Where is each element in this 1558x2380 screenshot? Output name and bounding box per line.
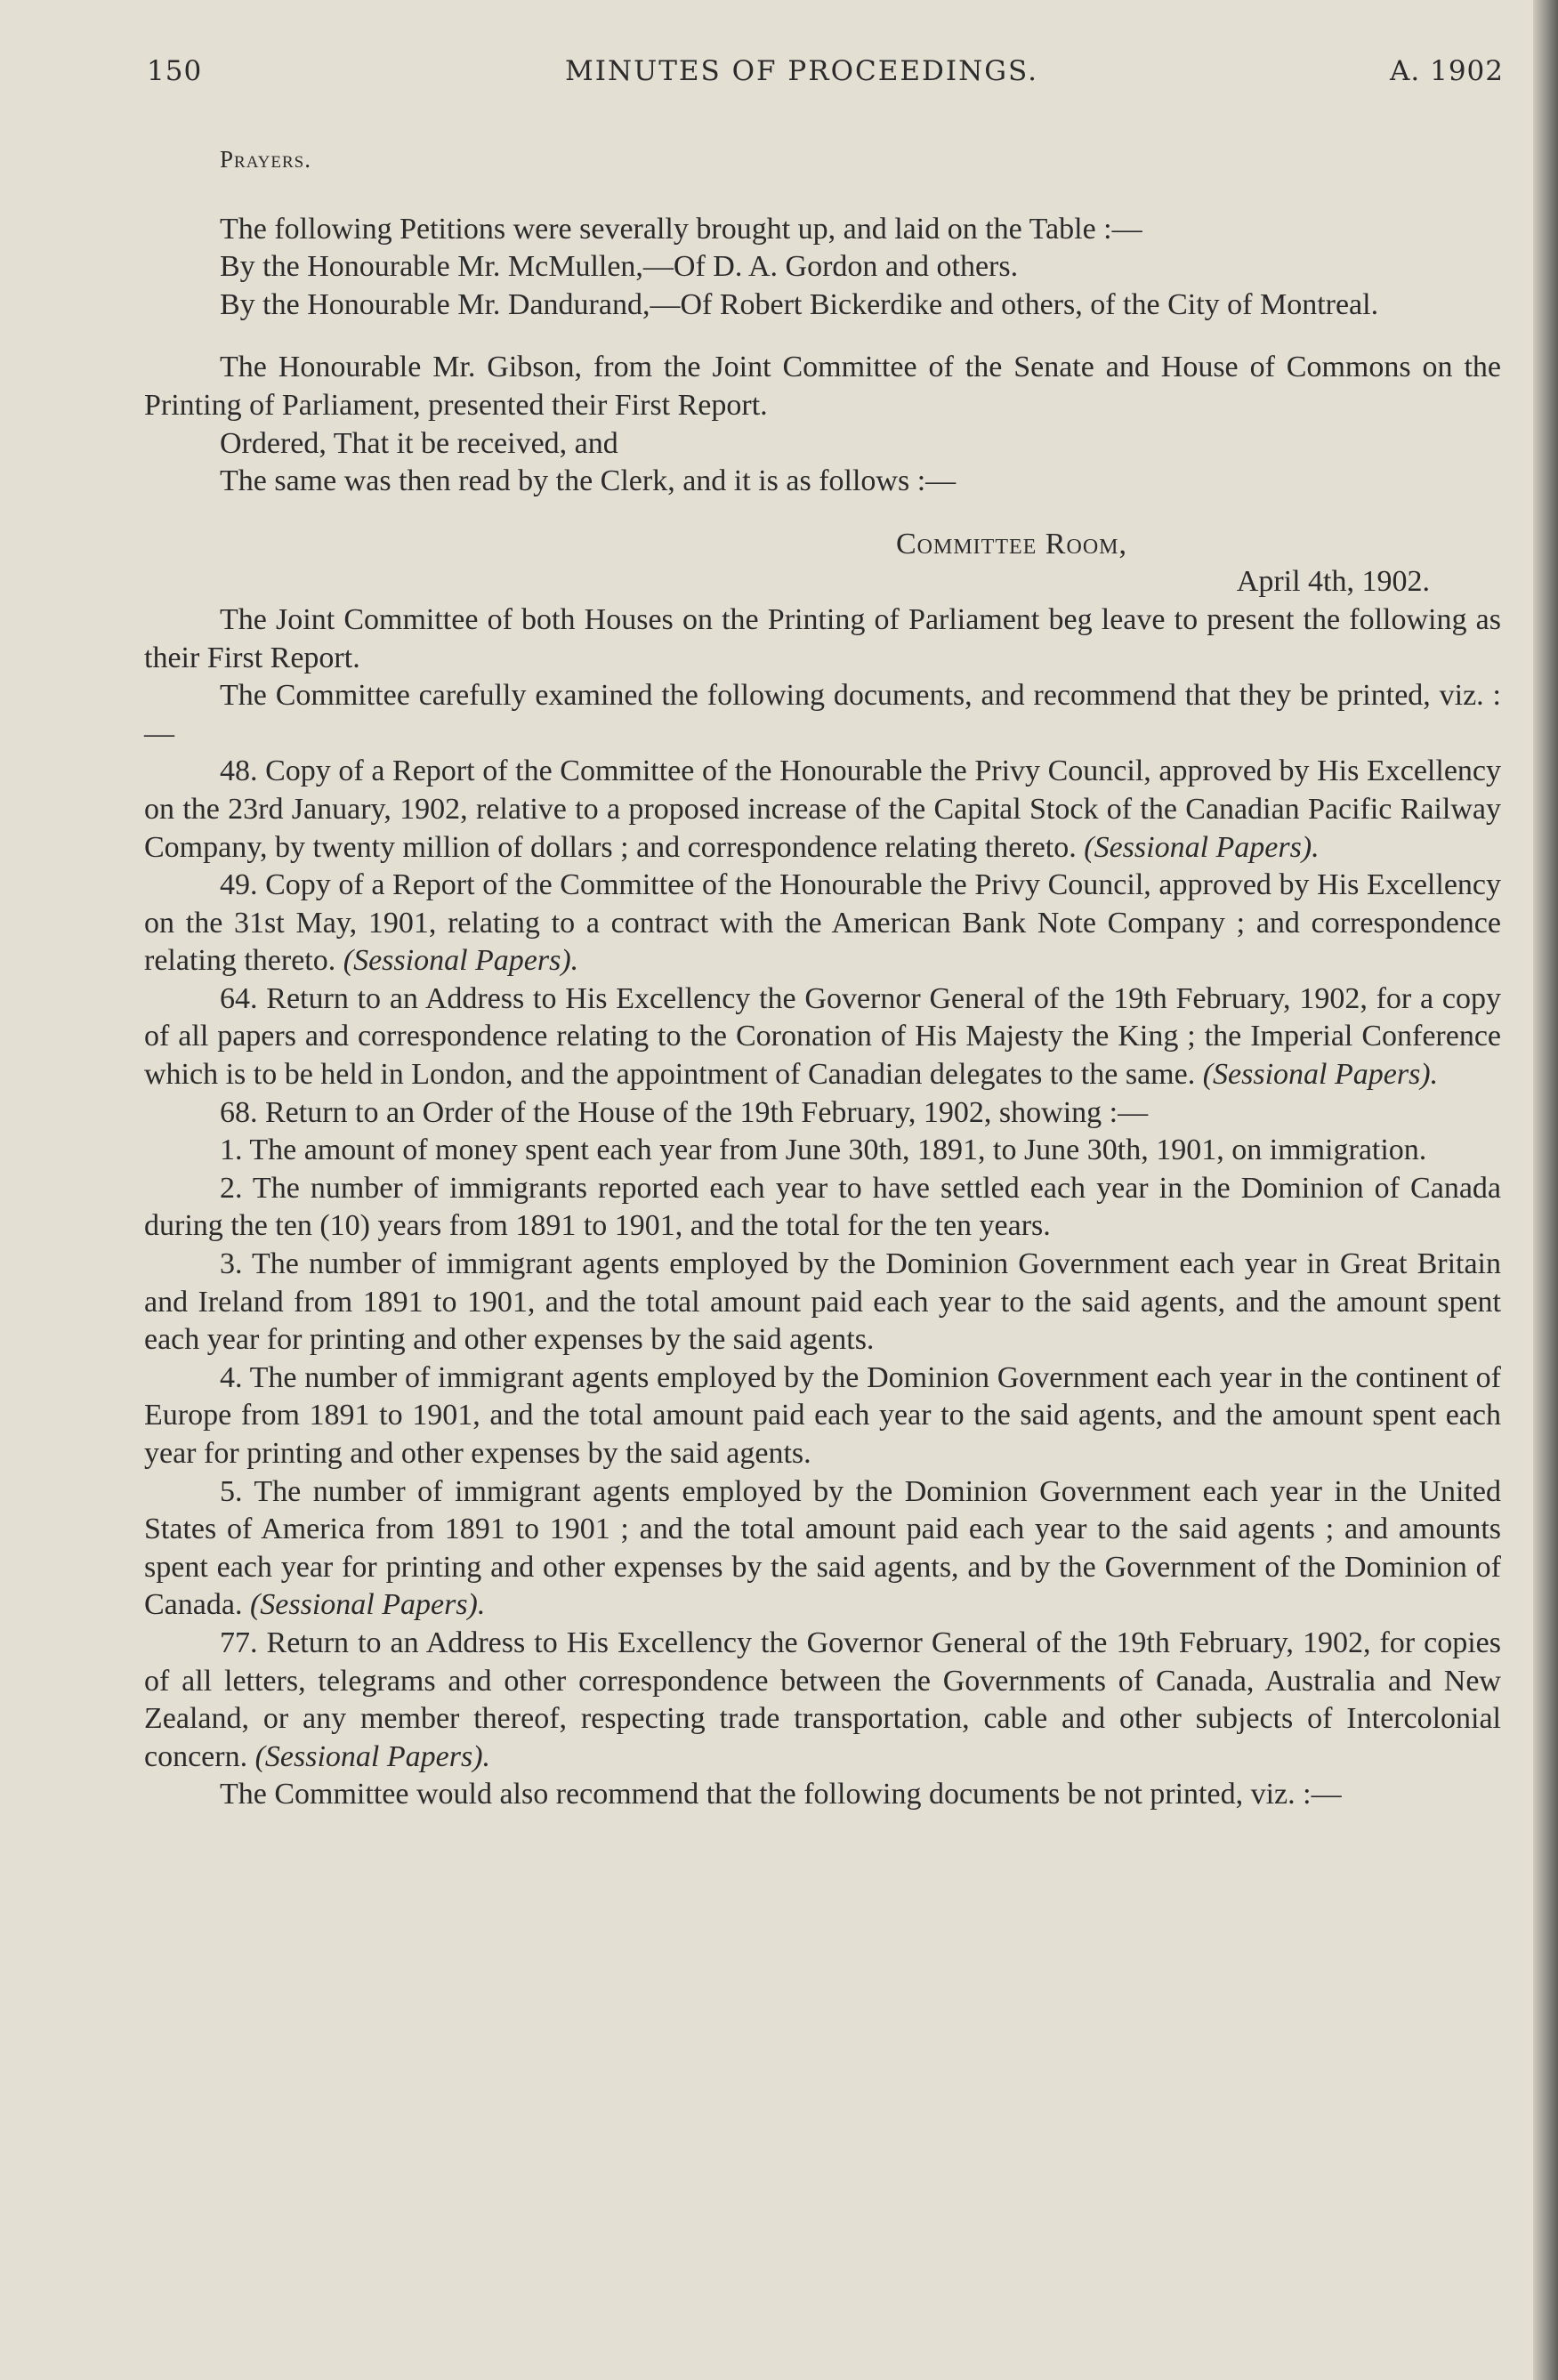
prayers-heading: Prayers. (220, 146, 311, 173)
page-number: 150 (147, 55, 203, 87)
running-title: MINUTES OF PROCEEDINGS. (565, 55, 1038, 87)
item-68: 68. Return to an Order of the House of the 19th February, 1902, showing :— (220, 1095, 1149, 1129)
page-edge (1533, 0, 1558, 2380)
item-49: 49. Copy of a Report of the Committee of the Honourable the Privy Council, approved by His Excellency on the 31st May, 1901, relating to a contract with the American Bank Note Company ; and correspondence relating thereto. (Sessional Papers). (144, 868, 1501, 978)
report-intro: The Joint Committee of both Houses on the Printing of Parliament beg leave to present the following as their First Report. (144, 602, 1501, 674)
item-64: 64. Return to an Address to His Excellency the Governor General of the 19th February, 1902, for a copy of all papers and correspondence relating to the Coronation of His Majesty the King ; the Imperial Conference which is to be held in London, and the appointment of Canadian delegates to the same. (Sessional Papers). (144, 981, 1501, 1092)
sessional-papers-ref: (Sessional Papers). (249, 1588, 486, 1622)
sessional-papers-ref: (Sessional Papers). (1084, 830, 1320, 864)
item-68-3: 3. The number of immigrant agents employed by the Dominion Government each year in Great Britain and Ireland from 1891 to 1901, and the total amount paid each year to the said agents, and the amount spent each year for printing and other expenses by the said agents. (144, 1247, 1501, 1357)
item-77: 77. Return to an Address to His Excellency the Governor General of the 19th February, 1902, for copies of all letters, telegrams and other correspondence between the Governments of Canada, Australia and New Zealand, or any member thereof, respecting trade transportation, cable and other subjects of Intercolonial concern. (Sessional Papers). (144, 1626, 1501, 1773)
sessional-papers-ref: (Sessional Papers). (254, 1739, 491, 1773)
session-year: A. 1902 (1390, 55, 1504, 87)
item-68-1: 1. The amount of money spent each year from June 30th, 1891, to June 30th, 1901, on immigration. (220, 1134, 1427, 1167)
report-date: April 4th, 1902. (1236, 565, 1430, 599)
read-by-clerk: The same was then read by the Clerk, and it is as follows :— (220, 464, 957, 498)
page-body (144, 141, 1501, 1814)
item-68-2: 2. The number of immigrants reported each year to have settled each year in the Dominion of Canada during the ten (10) years from 1891 to 1901, and the total for the ten years. (144, 1171, 1501, 1243)
not-printed-intro: The Committee would also recommend that the following documents be not printed, viz. :— (220, 1778, 1342, 1811)
report-presented: The Honourable Mr. Gibson, from the Joint Committee of the Senate and House of Commons on the Printing of Parliament, presented their First Report. (144, 351, 1501, 422)
petitions-intro: The following Petitions were severally brought up, and laid on the Table :— (220, 212, 1142, 246)
sessional-papers-ref: (Sessional Papers). (343, 944, 579, 978)
item-48: 48. Copy of a Report of the Committee of the Honourable the Privy Council, approved by His Excellency on the 23rd January, 1902, relative to a proposed increase of the Capital Stock of the Canadian Pacific Railway Company, by twenty million of dollars ; and correspondence relating thereto. (Sessional Papers). (144, 754, 1501, 864)
recommend-intro: The Committee carefully examined the following documents, and recommend that they be printed, viz. :— (144, 679, 1501, 750)
ordered: Ordered, That it be received, and (220, 426, 618, 460)
committee-room: Committee Room, (895, 527, 1127, 561)
petition-1: By the Honourable Mr. McMullen,—Of D. A. Gordon and others. (220, 250, 1019, 284)
item-68-4: 4. The number of immigrant agents employed by the Dominion Government each year in the continent of Europe from 1891 to 1901, and the total amount paid each year to the said agents, and the amount spent each year for printing and other expenses by the said agents. (144, 1360, 1501, 1470)
page-header (147, 55, 1504, 100)
petition-2: By the Honourable Mr. Dandurand,—Of Robert Bickerdike and others, of the City of Montreal. (220, 287, 1379, 321)
item-68-5: 5. The number of immigrant agents employed by the Dominion Government each year in the United States of America from 1891 to 1901 ; and the total amount paid each year to the said agents ; and amounts spent each year for printing and other expenses by the said agents, and by the Government of the Dominion of Canada. (Sessional Papers). (144, 1474, 1501, 1622)
sessional-papers-ref: (Sessional Papers). (1202, 1058, 1439, 1092)
